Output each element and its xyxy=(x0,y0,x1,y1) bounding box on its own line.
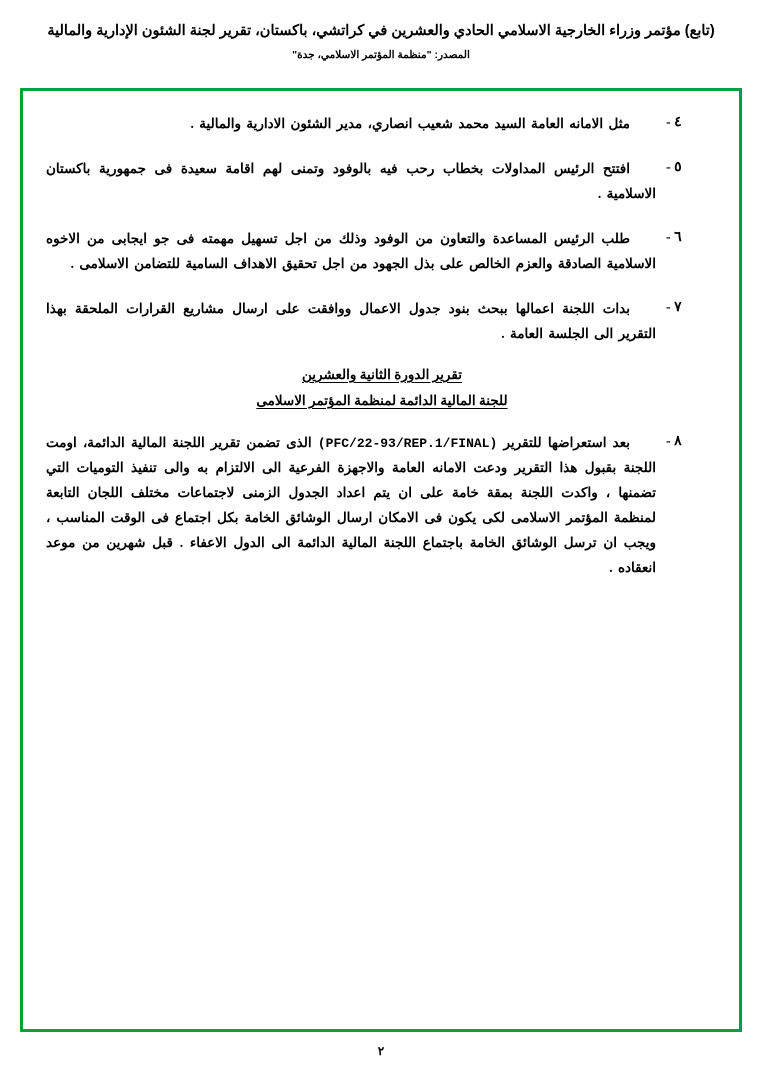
page-header xyxy=(0,22,762,61)
list-item-text: بدات اللجنة اعمالها ببحث بنود جدول الاعمال ووافقت على ارسال مشاريع القرارات الملحقة بهذا التقرير الى الجلسة العامة . xyxy=(46,300,656,341)
header-source: المصدر: "منظمة المؤتمر الاسلامي، جدة" xyxy=(292,48,470,61)
page-number: ٢ xyxy=(377,1044,385,1058)
list-item-text xyxy=(46,431,656,581)
list-item-number: ٥ - xyxy=(666,159,682,175)
item8-body: الذى تضمن تقرير اللجنة المالية الدائمة، اومت اللجنة بقبول هذا التقرير ودعت الامانه العامة والاجهزة الفرعية الى الالتزام به والى تنفيذ التوميات التي تضمنها ، واكدت اللجنة بمقة خامة على ان يتم اعداد الجدول الزمنى لاجتماعات مختلف اللجان التابعة لمنظمة المؤتمر الاسلامى لكى يكون فى الامكان ارسال الوشائق الخامة بكل اجتماع فى الوقت المناسب ، ويجب ان ترسل الوشائق الخامة باجتماع اللجنة المالية الدائمة الى الدول الاعفاء . قبل شهرين من موعد انعقاده . xyxy=(46,434,656,575)
list-item xyxy=(46,297,718,347)
list-item-text: طلب الرئيس المساعدة والتعاون من الوفود وذلك من اجل تسهيل مهمته فى جو ايجابى من الاخوه الاسلامية الصادقة والعزم الخالص على بذل الجهود من اجل تحقيق الاهداف السامية للتضامن الاسلامى . xyxy=(46,230,656,271)
list-item-text: افتتح الرئيس المداولات بخطاب رحب فيه بالوفود وتمنى لهم اقامة سعيدة فى جمهورية باكستان الاسلامية . xyxy=(46,160,656,201)
list-item-number: ٨ - xyxy=(666,433,682,449)
list-item xyxy=(46,431,718,581)
list-item-number: ٤ - xyxy=(666,115,682,130)
list-item xyxy=(46,227,718,277)
item8-document-code: (PFC/22-93/REP.1/FINAL) xyxy=(317,435,498,451)
section-heading-line-1: تقرير الدورة الثانية والعشرين xyxy=(302,366,462,382)
list-item-number: ٧ - xyxy=(666,299,682,315)
section-heading-line-2: للجنة المالية الدائمة لمنظمة المؤتمر الاسلامى xyxy=(256,392,508,408)
section-heading xyxy=(46,367,718,409)
document-body xyxy=(46,112,718,1010)
list-item xyxy=(46,112,718,137)
header-title: (تابع) مؤتمر وزراء الخارجية الاسلامي الحادي والعشرين في كراتشي، باكستان، تقرير لجنة الشئون الإدارية والمالية xyxy=(47,23,715,39)
list-item-text: مثل الامانه العامة السيد محمد شعيب انصاري، مدير الشئون الادارية والمالية . xyxy=(190,116,630,131)
item8-prefix: بعد استعراضها للتقرير xyxy=(503,434,631,450)
list-item-number: ٦ - xyxy=(666,229,682,245)
list-item xyxy=(46,157,718,207)
page-footer xyxy=(0,1044,762,1059)
